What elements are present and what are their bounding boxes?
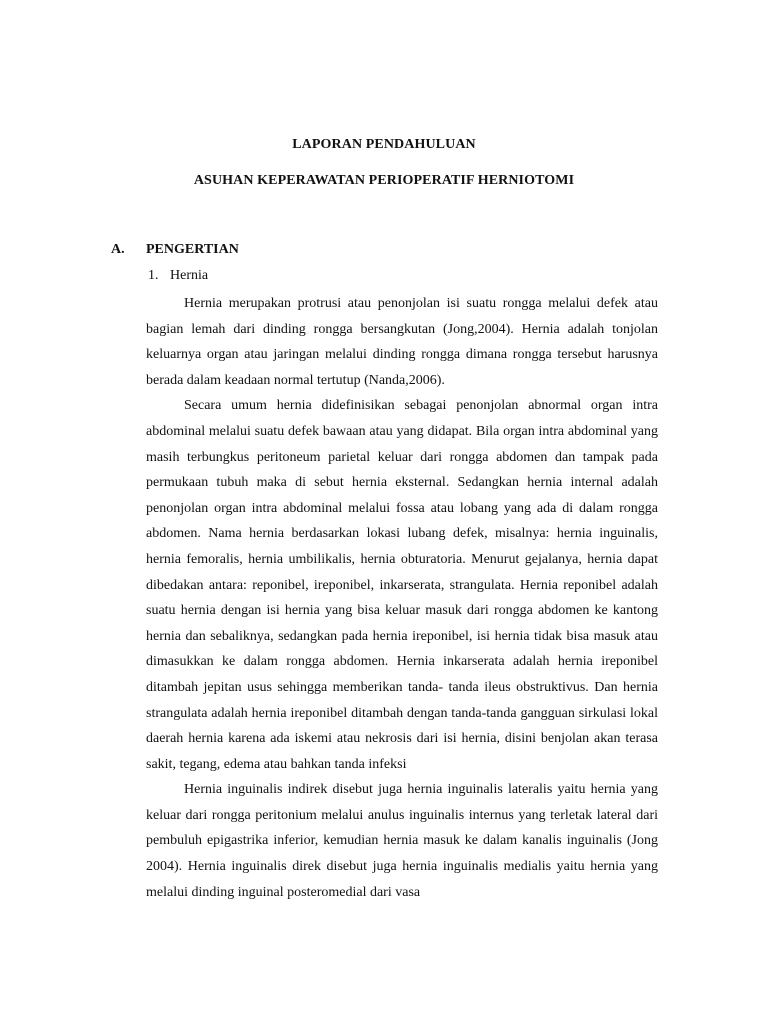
- section-letter: A.: [111, 242, 125, 257]
- body-text: [146, 291, 658, 905]
- paragraph-2: Secara umum hernia didefinisikan sebagai penonjolan abnormal organ intra abdominal melalui suatu defek bawaan atau yang didapat. Bila organ intra abdominal yang masih terbungkus peritoneum parietal keluar dari rongga abdomen dan tampak pada permukaan tubuh maka di sebut hernia eksternal. Sedangkan hernia internal adalah penonjolan organ intra abdominal melalui fossa atau lobang yang ada di dalam rongga abdomen. Nama hernia berdasarkan lokasi lubang defek, misalnya: hernia inguinalis, hernia femoralis, hernia umbilikalis, hernia obturatoria. Menurut gejalanya, hernia dapat dibedakan antara: reponibel, ireponibel, inkarserata, strangulata. Hernia reponibel adalah suatu hernia dengan isi hernia yang bisa keluar masuk dari rongga abdomen ke kantong hernia dan sebaliknya, sedangkan pada hernia ireponibel, isi hernia tidak bisa masuk atau dimasukkan ke dalam rongga abdomen. Hernia inkarserata adalah hernia ireponibel ditambah jepitan usus sehingga memberikan tanda- tanda ileus obstruktivus. Dan hernia strangulata adalah hernia ireponibel ditambah dengan tanda-tanda gangguan sirkulasi lokal daerah hernia karena ada iskemi atau nekrosis dari isi hernia, disini benjolan akan terasa sakit, tegang, edema atau bahkan tanda infeksi: [146, 398, 658, 772]
- document-title: LAPORAN PENDAHULUAN: [292, 137, 476, 152]
- subsection-number: 1.: [148, 268, 159, 283]
- document-subtitle: ASUHAN KEPERAWATAN PERIOPERATIF HERNIOTOMI: [193, 173, 575, 188]
- subsection-heading: [148, 268, 208, 284]
- paragraph-1: Hernia merupakan protrusi atau penonjolan isi suatu rongga melalui defek atau bagian lemah dari dinding rongga bersangkutan (Jong,2004). Hernia adalah tonjolan keluarnya organ atau jaringan melalui dinding rongga dimana rongga tersebut harusnya berada dalam keadaan normal tertutup (Nanda,2006).: [146, 296, 658, 388]
- subsection-title: Hernia: [170, 268, 209, 283]
- section-heading: PENGERTIAN: [146, 242, 239, 257]
- paragraph-3: Hernia inguinalis indirek disebut juga hernia inguinalis lateralis yaitu hernia yang keluar dari rongga peritonium melalui anulus inguinalis internus yang terletak lateral dari pembuluh epigastrika inferior, kemudian hernia masuk ke dalam kanalis inguinalis (Jong 2004). Hernia inguinalis direk disebut juga hernia inguinalis medialis yaitu hernia yang melalui dinding inguinal posteromedial dari vasa: [146, 782, 658, 900]
